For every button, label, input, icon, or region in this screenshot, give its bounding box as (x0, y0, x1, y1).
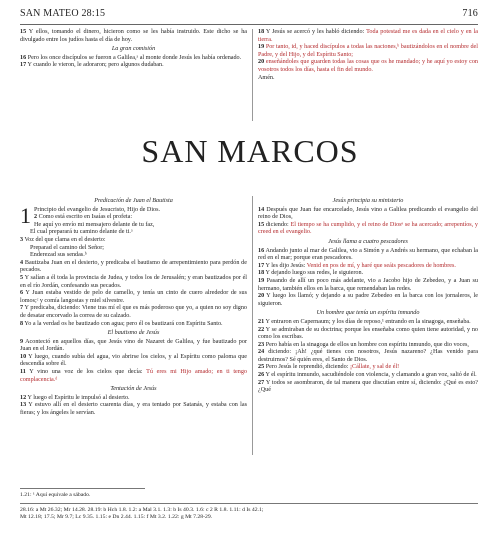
page-header (20, 8, 478, 22)
closing-word: Amén. (258, 74, 275, 81)
verse: 5 Y salían a él toda la provincia de Judea, y todos los de Jerusalén; y eran bautizados por él en el río Jordán, confesando sus pecados. (20, 274, 248, 289)
verse: 16 Andando junto al mar de Galilea, vio a Simón y a Andrés su hermano, que echaban la red en el mar; porque eran pescadores. (258, 247, 478, 262)
verse: 3 Voz del que clama en el desierto: (20, 236, 106, 243)
page-number: 716 (462, 8, 478, 19)
verse: 4 Bautizaba Juan en el desierto, y predicaba el bautismo de arrepentimiento para perdón de pecados. (20, 259, 247, 274)
verse: 15 Y ellos, tomando el dinero, hicieron como se les había instruido. Este dicho se ha divulgado entre los judíos hasta el día de hoy. (20, 29, 248, 43)
verse: 21 Y entraron en Capernaum; y los días de reposo,¹ entrando en la sinagoga, enseñaba. (258, 318, 471, 325)
verse: 17 Y les dijo Jesús: Venid en pos de mí, y haré que seáis pescadores de hombres. (258, 262, 456, 269)
quote-line: El cual preparará tu camino delante de ti.ᵃ (30, 229, 133, 236)
quote-line: He aquí yo envío mi mensajero delante de tu faz, (34, 221, 155, 228)
book-title: SAN MARCOS (141, 133, 359, 169)
verse: 15 diciendo: El tiempo se ha cumplido, y el reino de Diosᵉ se ha acercado; arrepentíos, y creed en el evangelio. (258, 221, 478, 236)
section-heading: Jesús llama a cuatro pescadores (328, 238, 408, 245)
header-rule (20, 24, 478, 25)
verse: 7 Y predicaba, diciendo: Viene tras mí el que es más poderoso que yo, a quien no soy digno de desatar encorvado la correa de su calzado. (20, 305, 248, 319)
verse: 19 Pasando de allí un poco más adelante, vio a Jacobo hijo de Zebedeo, y a Juan su hermano, también ellos en la barca, que remendaban las redes. (258, 277, 478, 292)
verse: 2 Como está escrito en Isaías el profeta: (34, 214, 133, 221)
verse: 12 Y luego el Espíritu le impulsó al desierto. (20, 394, 130, 401)
verse: 27 Y todos se asombraron, de tal manera que discutían entre sí, diciendo: ¿Qué es esto? ¿Qué (258, 379, 478, 394)
verse: 16 Pero los once discípulos se fueron a Galilea,ᵃ al monte donde Jesús les había ordenado. (20, 54, 242, 61)
reference-line: 28.16: a Mt 26.32; Mr 14.28. 28.19: b Hch 1.8. 1.2: a Mal 3.1. 1.3: b Is 40.3. 1.6: c 2 R 1.8. 1.11: d Is 42.1; (20, 507, 264, 513)
verse: 14 Después que Juan fue encarcelado, Jesús vino a Galilea predicando el evangelio del reino de Dios, (258, 206, 478, 221)
quote-line: Enderezad sus sendas.ᵇ (30, 252, 87, 259)
verse: 25 Pero Jesús le reprendió, diciendo: ¡Cállate, y sal de él! (258, 364, 400, 371)
verse: 17 Y cuando le vieron, le adoraron; pero algunos dudaban. (20, 62, 164, 69)
footnote: 1.21: ¹ Aquí equivale a sábado. (20, 492, 91, 498)
verse: 8 Yo a la verdad os he bautizado con agua; pero él os bautizará con Espíritu Santo. (20, 320, 223, 327)
verse: 1 Principio del evangelio de Jesucristo, Hijo de Dios. (20, 202, 161, 228)
cross-references (20, 507, 478, 521)
quote-line: Preparad el camino del Señor; (30, 244, 105, 251)
section-heading: Jesús principia su ministerio (332, 198, 404, 204)
reference-line: Mt 12.18; 17.5; Mr 9.7; Lc 9.35. 1.15: e Dn 2.44. 1.15: f Mt 3.2. 1.22: g Mt 7.28-29. (20, 514, 213, 521)
verse: 23 Pero había en la sinagoga de ellos un hombre con espíritu inmundo, que dio voces, (258, 341, 469, 348)
verse: 10 Y luego, cuando subía del agua, vio abrirse los cielos, y al Espíritu como paloma que descendía sobre él. (20, 353, 248, 368)
verse: 13 Y estuvo allí en el desierto cuarenta días, y era tentado por Satanás, y estaba con las fieras; y los ángeles le servían. (20, 402, 248, 417)
references-rule (20, 503, 478, 504)
column-divider (252, 196, 253, 455)
verse: 26 Y el espíritu inmundo, sacudiéndole con violencia, y clamando a gran voz, salió de él. (258, 372, 477, 379)
section-heading: El bautismo de Jesús (107, 330, 160, 337)
top-left-column (20, 29, 247, 70)
footnote-rule (20, 488, 145, 489)
verse: 6 Y Juan estaba vestido de pelo de camello, y tenía un cinto de cuero alrededor de sus lomos;ᶜ y comía langostas y miel silvestre. (20, 290, 247, 304)
main-left-column (20, 196, 247, 418)
verse: 18 Y Jesús se acercó y les habló diciendo: Toda potestad me es dada en el cielo y en la tierra. (258, 29, 478, 43)
section-heading: Tentación de Jesús (110, 386, 157, 393)
section-heading: Un hombre que tenía un espíritu inmundo (316, 310, 420, 317)
verse: 20 enseñándoles que guarden todas las cosas que os he mandado; y he aquí yo estoy con vosotros todos los días, hasta el fin del mundo. (258, 59, 478, 73)
verse: 20 Y luego los llamó; y dejando a su padre Zebedeo en la barca con los jornaleros, le siguieron. (258, 293, 478, 307)
verse: 9 Aconteció en aquellos días, que Jesús vino de Nazaret de Galilea, y fue bautizado por Juan en el Jordán. (20, 338, 247, 353)
chapter-number: 1 (20, 202, 31, 228)
section-heading: Predicación de Juan el Bautista (94, 198, 173, 204)
running-head: SAN MATEO 28:15 (20, 8, 106, 19)
verse: 24 diciendo: ¡Ah! ¿qué tienes con nosotros, Jesús nazareno? ¿Has venido para destruirnos? Sé quién eres, el Santo de Dios. (258, 349, 479, 363)
verse: 18 Y dejando luego sus redes, le siguieron. (258, 270, 364, 277)
verse: 11 Y vino una voz de los cielos que decía: Tú eres mi Hijo amado; en ti tengo complacencia.ᵈ (20, 369, 247, 383)
section-heading: La gran comisión (111, 46, 156, 53)
top-right-column (258, 29, 478, 82)
verse: 22 Y se admiraban de su doctrina; porque les enseñaba como quien tiene autoridad, y no como los escribas. (258, 326, 479, 341)
column-divider (252, 29, 253, 121)
verse: 19 Por tanto, id, y haced discípulos a todas las naciones,ᵇ bautizándolos en el nombre del Padre, y del Hijo, y del Espíritu Santo; (258, 44, 478, 58)
main-right-column (258, 196, 478, 395)
